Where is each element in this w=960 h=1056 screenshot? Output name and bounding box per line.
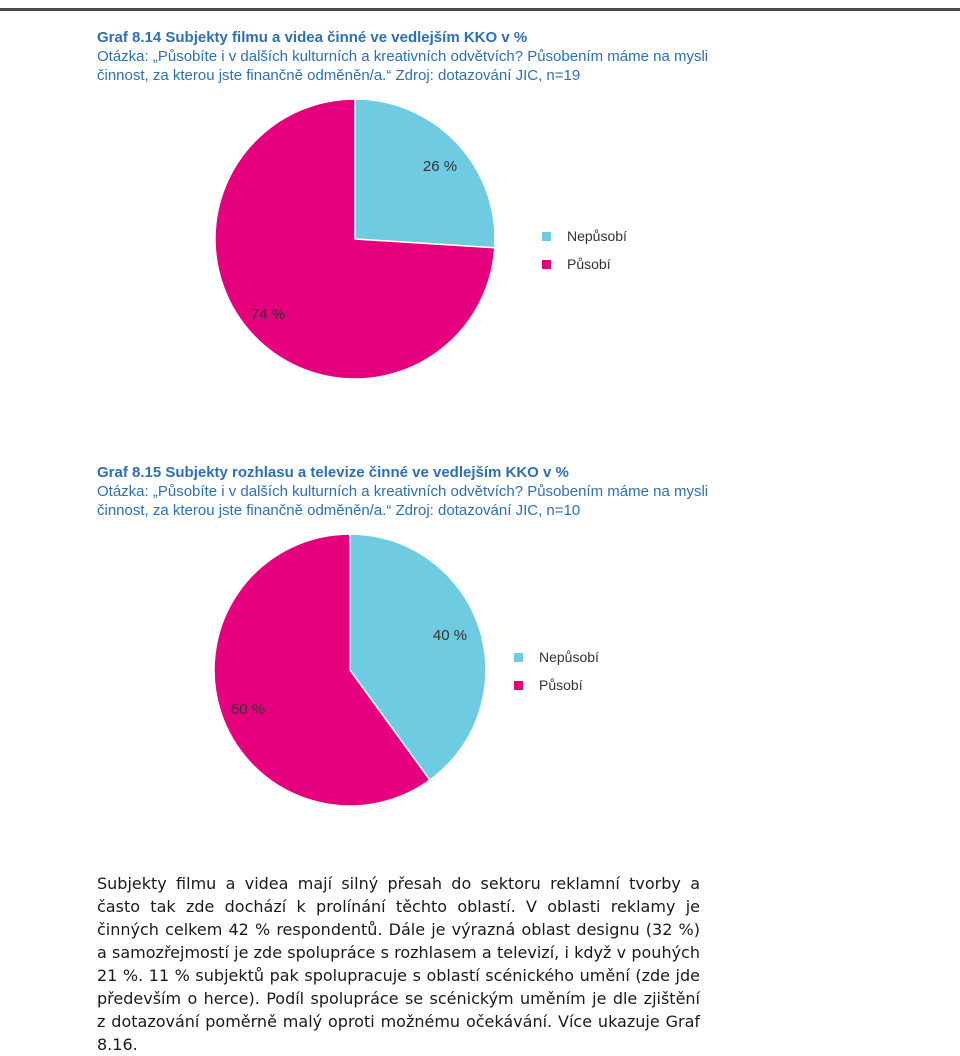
legend-swatch-pusobi xyxy=(542,260,551,269)
legend-item-nepusobi xyxy=(542,222,627,250)
graph1-caption xyxy=(97,28,717,85)
legend-swatch-nepusobi xyxy=(514,653,523,662)
pie-chart-1-svg xyxy=(0,90,960,430)
pie2-legend xyxy=(514,643,599,699)
pie1-label-nepusobi: 26 % xyxy=(422,158,458,175)
graph2-question: Otázka: „Působíte i v dalších kulturních a kreativních odvětvích? Působením máme na mysli činnost, za kterou jste finančně odměněn/a.“ Zdroj: dotazování JIC, n=10 xyxy=(97,483,709,519)
pie2-label-nepusobi: 40 % xyxy=(432,627,468,644)
pie-chart-2 xyxy=(0,525,960,865)
body-paragraph: Subjekty filmu a videa mají silný přesah do sektoru reklamní tvorby a často tak zde dochází k prolínání těchto oblastí. V oblasti reklamy je činných celkem 42 % respondentů. Dále je výrazná oblast designu (32 %) a samozřejmostí je zde spolupráce s rozhlasem a televizí, i když v pouhých 21 %. 11 % subjektů pak spolupracuje s oblastí scénického umění (zde jde především o herce). Podíl spolupráce se scénickým uměním je dle zjištění z dotazování poměrně malý oproti možnému očekávání. Více ukazuje Graf 8.16. xyxy=(97,874,700,1054)
legend-item-pusobi xyxy=(514,671,599,699)
graph2-title: Graf 8.15 Subjekty rozhlasu a televize činné ve vedlejším KKO v % xyxy=(97,464,569,481)
graph1-question: Otázka: „Působíte i v dalších kulturních a kreativních odvětvích? Působením máme na mysli činnost, za kterou jste finančně odměněn/a.“ Zdroj: dotazování JIC, n=19 xyxy=(97,48,709,84)
legend-swatch-pusobi xyxy=(514,681,523,690)
legend-label-pusobi: Působí xyxy=(567,256,611,272)
pie-chart-2-svg xyxy=(0,525,960,865)
legend-swatch-nepusobi xyxy=(542,232,551,241)
graph2-caption xyxy=(97,463,717,520)
legend-item-pusobi xyxy=(542,250,627,278)
legend-label-pusobi: Působí xyxy=(539,677,583,693)
legend-label-nepusobi: Nepůsobí xyxy=(539,649,599,665)
graph1-title: Graf 8.14 Subjekty filmu a videa činné ve vedlejším KKO v % xyxy=(97,29,528,46)
legend-item-nepusobi xyxy=(514,643,599,671)
legend-label-nepusobi: Nepůsobí xyxy=(567,228,627,244)
top-rule xyxy=(0,8,960,11)
pie1-label-pusobi: 74 % xyxy=(250,306,286,323)
pie2-label-pusobi: 60 % xyxy=(230,701,266,718)
pie-chart-1 xyxy=(0,90,960,430)
pie1-legend xyxy=(542,222,627,278)
